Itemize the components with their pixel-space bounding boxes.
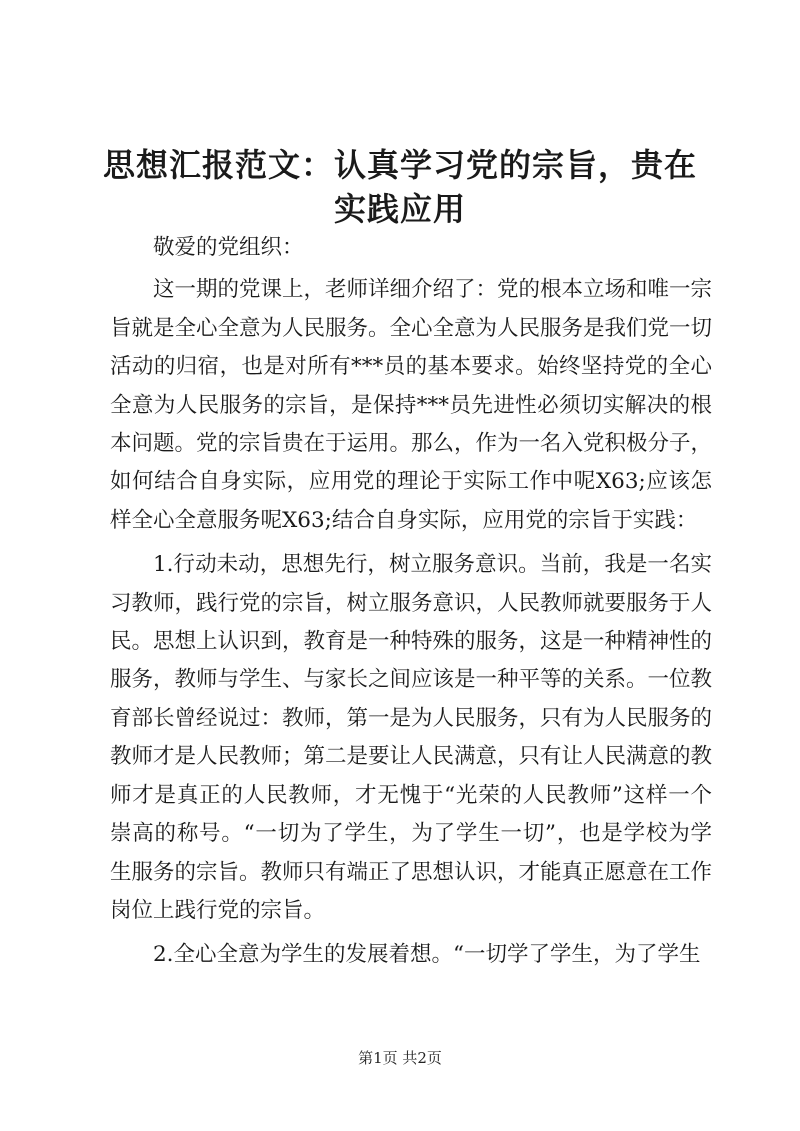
document-body <box>110 229 712 981</box>
document-title: 思想汇报范文：认真学习党的宗旨，贵在实践应用 <box>102 146 697 228</box>
salutation: 敬爱的党组织： <box>153 235 304 260</box>
paragraph-intro: 这一期的党课上，老师详细介绍了：党的根本立场和唯一宗旨就是全心全意为人民服务。全心全意为人民服务是我们党一切活动的归宿，也是对所有***员的基本要求。始终坚持党的全心全意为人民服务的宗旨，是保持***员先进性必须切实解决的根本问题。党的宗旨贵在于运用。那么，作为一名入党积极分子，如何结合自身实际，应用党的理论于实际工作中呢X63;应该怎样全心全意服务呢X63;结合自身实际，应用党的宗旨于实践： <box>110 277 713 533</box>
paragraph-point-2: 2.全心全意为学生的发展着想。“一切学了学生，为了学生 <box>153 942 701 968</box>
paragraph-point-1: 1.行动未动，思想先行，树立服务意识。当前，我是一名实习教师，践行党的宗旨，树立服务意识，人民教师就要服务于人民。思想上认识到，教育是一种特殊的服务，这是一种精神性的服务，教师与学生、与家长之间应该是一种平等的关系。一位教育部长曾经说过：教师，第一是为人民服务，只有为人民服务的教师才是人民教师；第二是要让人民满意，只有让人民满意的教师才是真正的人民教师，才无愧于“光荣的人民教师”这样一个崇高的称号。“一切为了学生，为了学生一切”，也是学校为学生服务的宗旨。教师只有端正了思想认识，才能真正愿意在工作岗位上践行党的宗旨。 <box>110 552 713 923</box>
page-number-footer: 第1页 共2页 <box>358 1049 442 1067</box>
